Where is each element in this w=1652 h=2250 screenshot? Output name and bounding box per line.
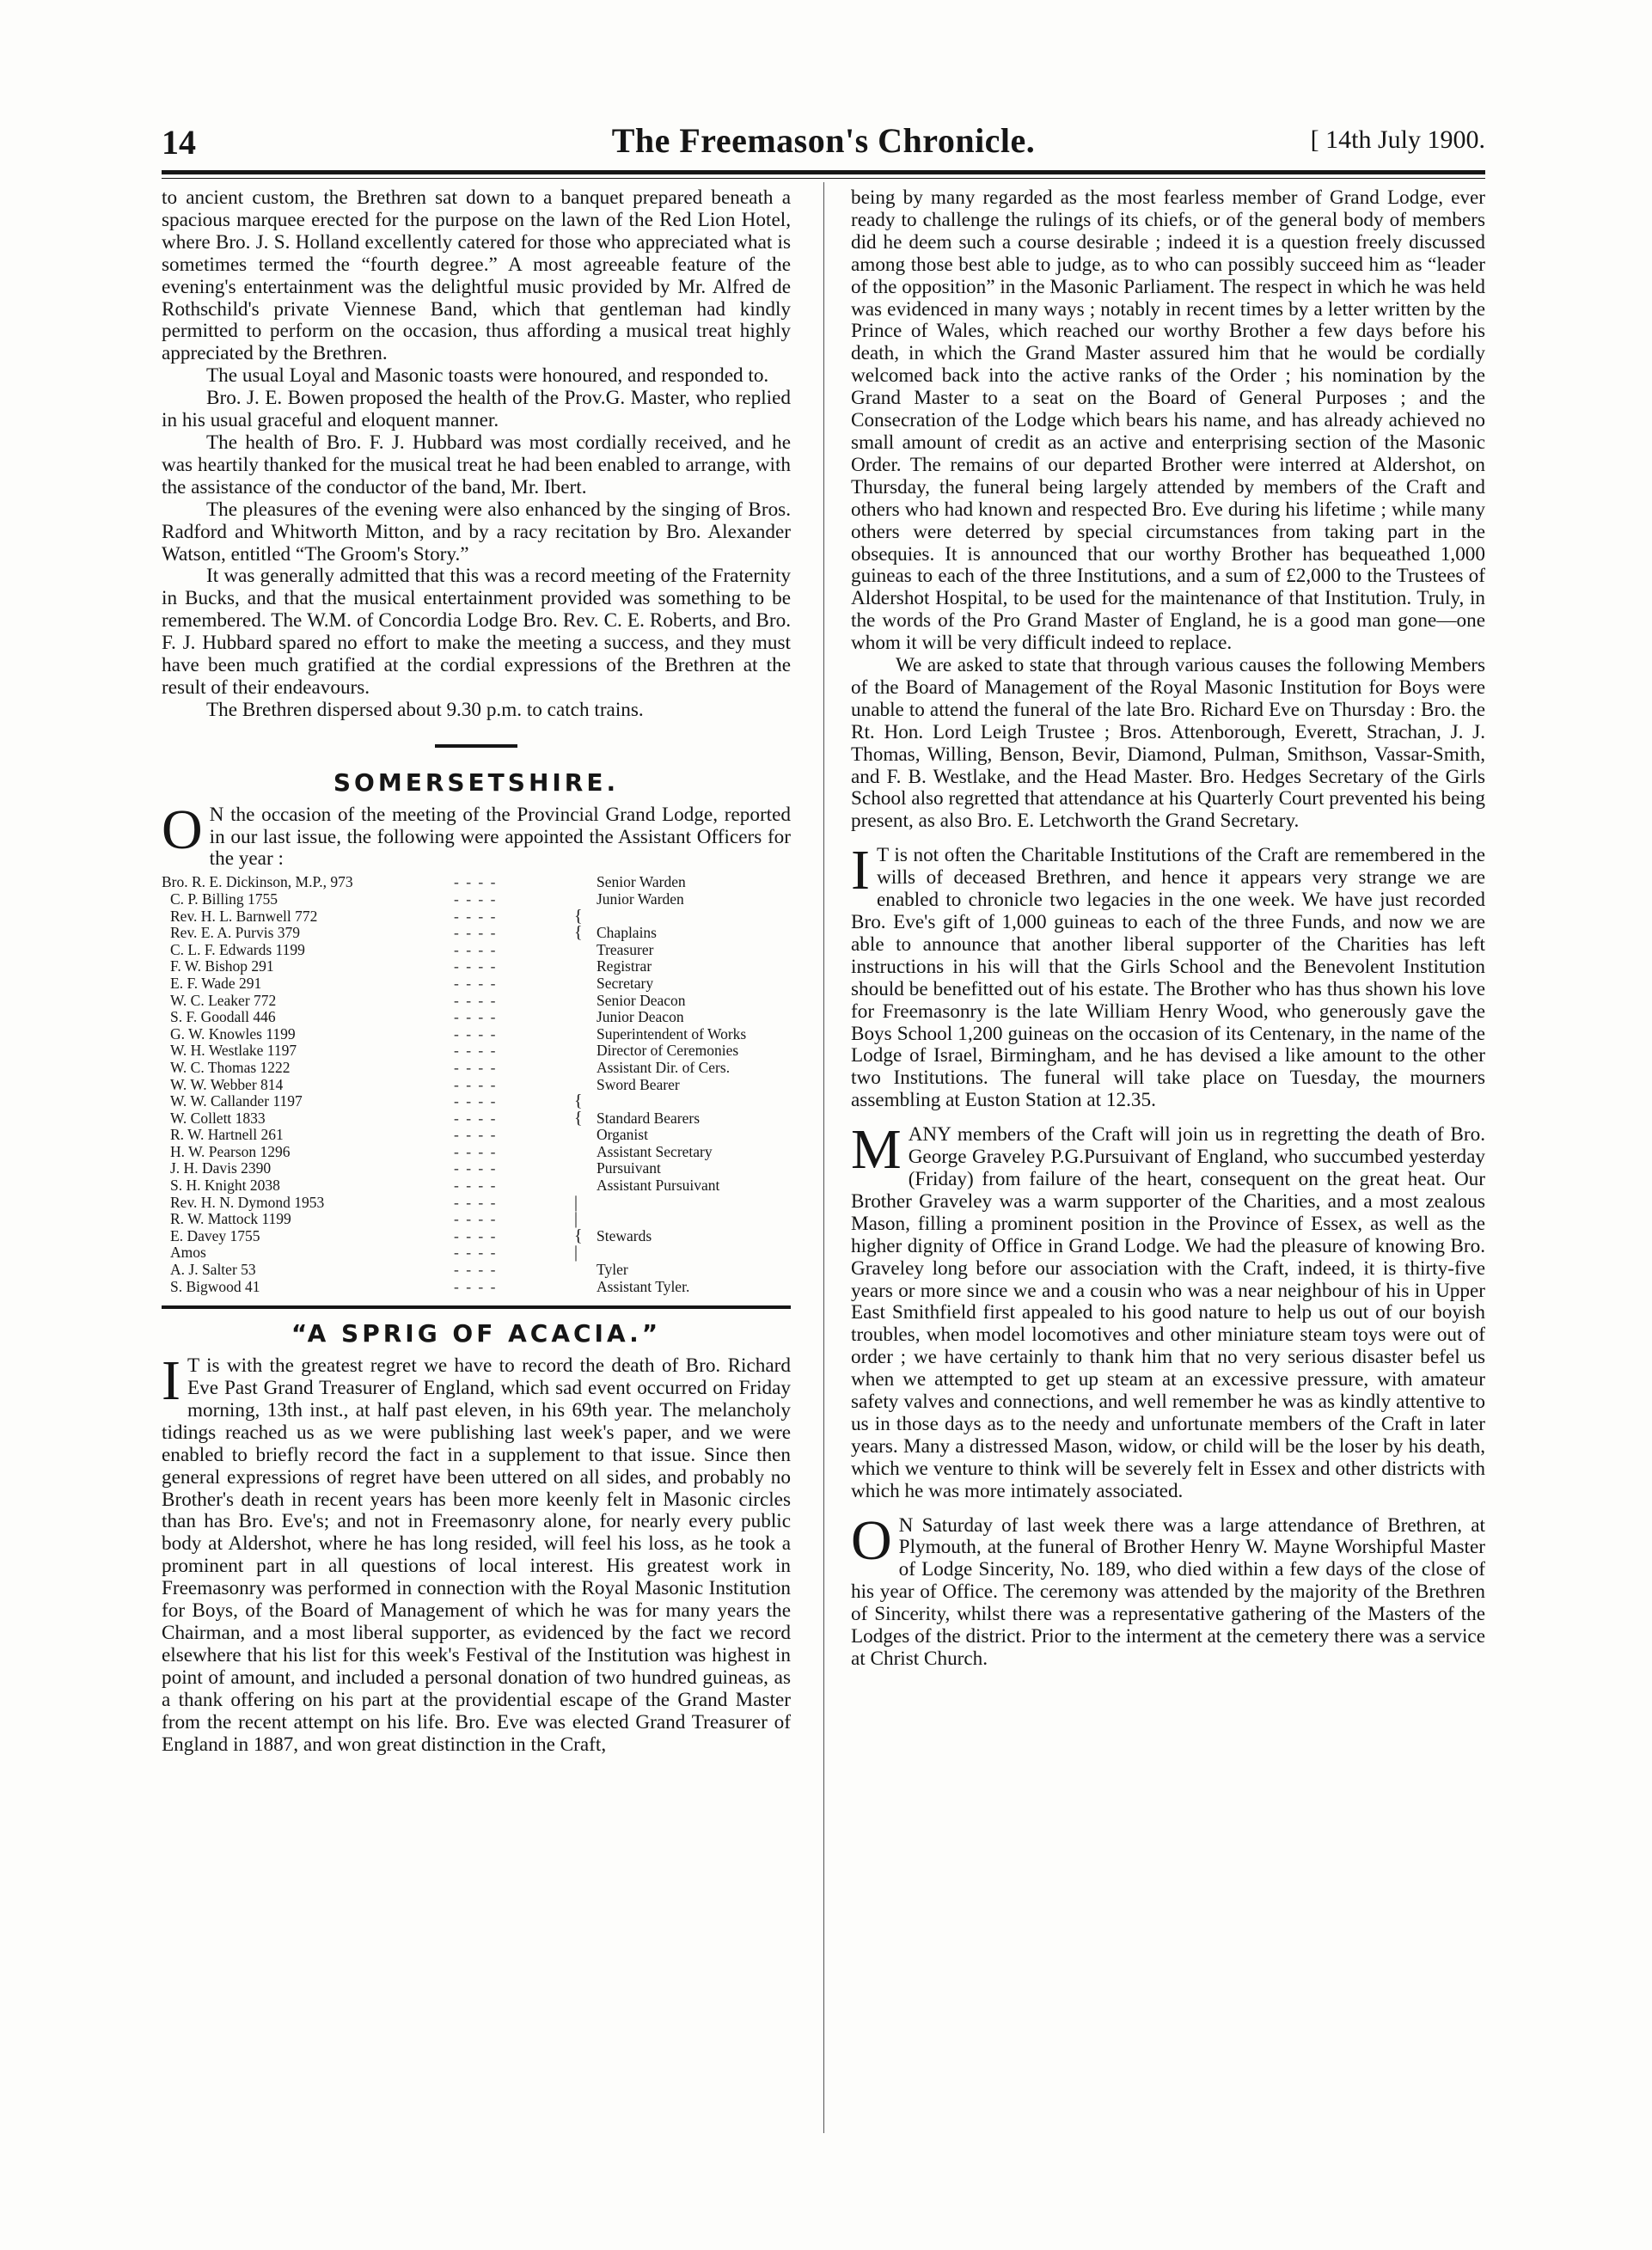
brace-mark: { [574,1226,583,1245]
paragraph-text: N Saturday of last week there was a large attendance of Brethren, at Plymouth, at the funeral of Brother Henry W. Mayne Worshipful Master of Lodge Sincerity, No. 189, who died within a few days of the close of his year of Office. The ceremony was attended by the majority of the Brethren of Sincerity, whilst there was a representative gathering of the Masters of the Lodges of the district. Prior to the interment at the cemetery there was a service at Christ Church. [851,1513,1485,1670]
brace-mark: | [574,1209,578,1229]
leader-dots: - - - - [454,957,498,975]
drop-cap: I [162,1349,180,1413]
officer-office: Superintendent of Works [597,1024,747,1042]
brace-mark [574,891,593,908]
acacia-article-text: T is with the greatest regret we have to record the death of Bro. Richard Eve Past Grand Treasurer of England, which sad event occurred on Friday morning, 13th inst., at half past eleven, in his 69th year. The melancholy tidings reached us as we were publishing last week's paper, and we were enabled to briefly record the fact in a supplement to that issue. Since then general expressions of regret have been uttered on all sides, and probably no Brother's death in recent years has been more keenly felt in Masonic circles than has Bro. Eve's; and not in Freemasonry alone, for nearly every public body at Aldershot, where he has long resided, will feel his loss, as he took a prominent part in all questions of local interest. His greatest work in Freemasonry was performed in connection with the Royal Masonic Institution for Boys, of the Board of Management of which he was for many years the Chairman, and a most liberal supporter, as evidenced by the fact we record elsewhere that his list for this week's Festival of the Institution was highest in point of amount, and included a personal donation of two hundred guineas, as a thank offering on his part at the providential escape of the Grand Master from the recent attempt on his life. Bro. Eve was elected Grand Treasurer of England in 1887, and won great distinction in the Craft, [162,1354,791,1756]
newspaper-title: The Freemason's Chronicle. [611,121,1036,160]
officer-name: E. Davey 1755 [170,1226,260,1244]
officer-row [162,1077,791,1094]
brace-mark [574,1279,593,1296]
brace-mark [574,1262,593,1279]
brace-mark [574,1144,593,1161]
paragraph: The health of Bro. F. J. Hubbard was most cordially received, and he was heartily thanked for the musical treat he had been enabled to arrange, with the assistance of the conductor of the band, Mr. Ibert. [162,431,791,498]
leader-dots: - - - - [454,873,498,891]
column-divider [823,182,824,2133]
leader-dots: - - - - [454,1092,498,1110]
officer-name: W. W. Callander 1197 [170,1092,303,1110]
officer-row [162,975,791,993]
officer-office: Chaplains [597,924,657,942]
drop-cap: I [851,839,870,902]
officer-office: Assistant Pursuivant [597,1177,720,1195]
right-column [851,187,1485,1671]
somerset-intro [162,798,791,871]
officer-office: Standard Bearers [597,1109,701,1127]
officer-row [162,1279,791,1296]
officer-name: C. P. Billing 1755 [170,890,278,908]
leader-dots: - - - - [454,1058,498,1076]
paragraph: We are asked to state that through various causes the following Members of the Board of Management of the Royal Masonic Institution for Boys were unable to attend the funeral of the late Bro. Richard Eve on Thursday : Bro. the Rt. Hon. Lord Leigh Trustee ; Bros. Attenborough, Everett, Strachan, J. J. Thomas, Willing, Benson, Bevir, Diamond, Pulman, Smithson, Vassar-Smith, and F. B. Westlake, and the Head Master. Bro. Hedges Secretary of the Girls School also regretted that attendance at his Quarterly Court prevented his being present, as also Bro. E. Letchworth the Grand Secretary. [851,654,1485,833]
officer-name: S. Bigwood 41 [170,1277,260,1295]
leader-dots: - - - - [454,940,498,958]
leader-dots: - - - - [454,1244,498,1262]
officer-name: W. C. Leaker 772 [170,991,277,1009]
paragraph: Bro. J. E. Bowen proposed the health of the Prov.G. Master, who replied in his usual graceful and eloquent manner. [162,387,791,432]
leader-dots: - - - - [454,1109,498,1127]
officer-row [162,958,791,975]
officer-office: Senior Deacon [597,991,686,1009]
officer-row [162,1026,791,1043]
brace-mark [574,1060,593,1077]
officer-name: J. H. Davis 2390 [170,1159,272,1177]
paragraph: The usual Loyal and Masonic toasts were honoured, and responded to. [206,364,769,388]
officer-name: W. Collett 1833 [170,1109,266,1127]
officer-name: R. W. Hartnell 261 [170,1126,284,1144]
paragraph: The pleasures of the evening were also enhanced by the singing of Bros. Radford and Whitworth Mitton, and by a racy recitation by Bro. Alexander Watson, entitled “The Groom's Story.” [162,498,791,566]
paragraph-text: ANY members of the Craft will join us in regretting the death of Bro. George Graveley P.G.Pursuivant of England, who succumbed yesterday (Friday) from failure of the heart, consequent on the great heat. Our Brother Graveley was a warm supporter of the Charities, and a most zealous Mason, filling a prominent position in the Province of Essex, as well as the higher dignity of Office in Grand Lodge. We had the pleasure of knowing Bro. Graveley long before our association with the Craft, indeed, it is thirty-five years or more since we and a cousin who was a near neighbour of his in Upper East Smithfield first appealed to his good nature to help us out of our boyish troubles, when model locomotives and other miniature steam toys were out of order ; we have certainly to thank him that no very serious disaster befel us when we attempted to get up steam at an excessive pressure, with amateur safety valves and connections, and well remember he was as kindly attentive to us in those days as to the needy and unfortunate members of the Craft in later years. Many a distressed Mason, widow, or child will be the loser by his death, which we venture to think will be severely felt in Essex and other districts with which he was more intimately associated. [851,1123,1485,1502]
leader-dots: - - - - [454,1226,498,1244]
leader-dots: - - - - [454,974,498,992]
brace-mark: { [574,1091,583,1111]
leader-dots: - - - - [454,1075,498,1093]
paragraph: being by many regarded as the most fearless member of Grand Lodge, ever ready to challenge the rulings of its chiefs, or of the general body of members did he deem such a course desirable ; indeed it is a question freely discussed among those best able to judge, as to who can possibly succeed him as “leader of the opposition” in the Masonic Parliament. The respect in which he was held was evidenced in many ways ; notably in recent times by a letter written by the Prince of Wales, which reached our worthy Brother a few days before his death, in which the Grand Master assured him that he would be cordially welcomed back into the active ranks of the Order ; his nomination by the Grand Master to a seat on the Board of General Purposes ; and the Consecration of the Lodge which bears his name, and has already achieved no small amount of credit as an active and enterprising section of the Masonic Order. The remains of our departed Brother were interred at Aldershot, on Thursday, the funeral being largely attended by members of the Craft and others who had known and respected Bro. Eve during his lifetime ; while many others were deterred by special circumstances from taking part in the obsequies. It is announced that our worthy Brother has bequeathed 1,000 guineas to each of the three Institutions, and a sum of £2,000 to the Trustees of Aldershot Hospital, to be used for the maintenance of that Institution. Truly, in the words of the Pro Grand Master of England, he is a good man gone—one whom it will be very difficult indeed to replace. [851,186,1485,655]
page-number: 14 [162,123,196,162]
leader-dots: - - - - [454,1277,498,1295]
officer-row [162,1093,791,1110]
officer-name: S. H. Knight 2038 [170,1177,280,1195]
officer-office: Pursuivant [597,1159,661,1177]
issue-date: [ 14th July 1900. [1310,125,1485,154]
officer-row [162,1228,791,1245]
brace-mark [574,1127,593,1144]
officer-name: Amos [170,1244,206,1262]
officer-office: Assistant Tyler. [597,1277,690,1295]
officer-office: Assistant Secretary [597,1142,713,1160]
officer-name: Rev. H. L. Barnwell 772 [170,907,318,925]
officer-row [162,942,791,959]
brace-mark: { [574,1108,583,1128]
officer-office [593,1195,791,1212]
brace-mark [574,1026,593,1043]
officer-row [162,1127,791,1144]
officer-row [162,1195,791,1212]
leader-dots: - - - - [454,1142,498,1160]
paragraph: The Brethren dispersed about 9.30 p.m. to catch trains. [206,698,644,721]
officer-row [162,1160,791,1177]
brace-mark [574,1009,593,1026]
brace-mark: { [574,923,583,943]
officer-name: R. W. Mattock 1199 [170,1210,291,1228]
officer-row [162,993,791,1010]
header-rule [162,170,1485,174]
officer-name: H. W. Pearson 1296 [170,1142,291,1160]
officer-name: G. W. Knowles 1199 [170,1024,296,1042]
officer-office: Senior Warden [597,873,686,891]
leader-dots: - - - - [454,1193,498,1211]
section-heading-somersetshire: SOMERSETSHIRE. [333,767,620,797]
section-heading-acacia: “A SPRIG OF ACACIA.” [291,1319,662,1348]
leader-dots: - - - - [454,1042,498,1060]
somerset-intro-text: N the occasion of the meeting of the Provincial Grand Lodge, reported in our last issue, the following were appointed the Assistant Officers for the year : [209,803,791,871]
brace-mark: | [574,1192,578,1212]
officer-row [162,1262,791,1279]
header-rule-thin [162,178,1485,179]
brace-mark [574,993,593,1010]
officer-row [162,1009,791,1026]
leader-dots: - - - - [454,1177,498,1195]
paragraph: to ancient custom, the Brethren sat down to a banquet prepared beneath a spacious marquee erected for the purpose on the lawn of the Red Lion Hotel, where Bro. J. S. Holland excellently catered for those who appreciated what is sometimes termed the “fourth degree.” A most agreeable feature of the evening's entertainment was the delightful music provided by Mr. Alfred de Rothschild's private Viennese Band, which that gentleman had kindly permitted to perform on the occasion, thus affording a musical treat highly appreciated by the Brethren. [162,186,791,365]
paragraph-text: T is not often the Charitable Institutions of the Craft are remembered in the wills of deceased Brethren, and hence it appears very strange we are enabled to chronicle two legacies in the one week. We have just recorded Bro. Eve's gift of 1,000 guineas to each of the three Funds, and now we are able to announce that another liberal supporter of the Charities has left instructions in his will that the Girls School and the Benevolent Institution should be benefitted out of his estate. The Brother who has thus shown his love for Freemasonry is the late William Henry Wood, who generously gave the Boys School 1,200 guineas on the occasion of its Centenary, in the name of the Lodge of Israel, Birmingham, and he has devised a like amount to the other two Institutions. The funeral will take place on Tuesday, the mourners assembling at Euston Station at 12.35. [851,844,1485,1112]
officer-row [162,1177,791,1195]
officer-office: Director of Ceremonies [597,1042,739,1060]
brace-mark [574,1160,593,1177]
leader-dots: - - - - [454,907,498,925]
brace-mark [574,975,593,993]
brace-mark: { [574,906,583,926]
officer-office [593,1093,791,1110]
leader-dots: - - - - [454,1024,498,1042]
officer-name: E. F. Wade 291 [170,974,262,992]
leader-dots: - - - - [454,1159,498,1177]
officer-name: Rev. E. A. Purvis 379 [170,924,301,942]
officer-office: Assistant Dir. of Cers. [597,1058,731,1076]
officer-row [162,874,791,891]
paragraph [851,1118,1485,1502]
brace-mark: | [574,1243,578,1263]
officer-name: Rev. H. N. Dymond 1953 [170,1193,325,1211]
officer-office [593,1244,791,1262]
section-divider [162,1305,791,1309]
officer-row [162,1211,791,1228]
officer-name: W. W. Webber 814 [170,1075,284,1093]
officer-row [162,891,791,908]
officer-office: Stewards [597,1226,652,1244]
brace-mark [574,1042,593,1060]
leader-dots: - - - - [454,991,498,1009]
acacia-article [162,1349,791,1756]
officer-row [162,1060,791,1077]
officer-office: Junior Warden [597,890,684,908]
officer-name: S. F. Goodall 446 [170,1008,276,1026]
brace-mark [574,942,593,959]
officer-name: F. W. Bishop 291 [170,957,274,975]
leader-dots: - - - - [454,1008,498,1026]
officer-office: Secretary [597,974,654,992]
officer-name: C. L. F. Edwards 1199 [170,940,305,958]
officer-office: Registrar [597,957,652,975]
brace-mark [574,874,593,891]
officer-office: Tyler [597,1261,628,1279]
paragraph [851,839,1485,1112]
officer-office: Junior Deacon [597,1008,684,1026]
officer-name: Bro. R. E. Dickinson, M.P., 973 [162,873,353,891]
officer-office: Organist [597,1126,648,1144]
officer-office: Treasurer [597,940,654,958]
officer-name: W. H. Westlake 1197 [170,1042,297,1060]
officer-office [593,1211,791,1228]
leader-dots: - - - - [454,1126,498,1144]
leader-dots: - - - - [454,1261,498,1279]
officer-row [162,1042,791,1060]
leader-dots: - - - - [454,1210,498,1228]
left-column [162,187,791,1756]
officer-row [162,908,791,926]
officer-office: Sword Bearer [597,1075,680,1093]
paragraph: It was generally admitted that this was a record meeting of the Fraternity in Bucks, and that the musical entertainment provided was something to be remembered. The W.M. of Concordia Lodge Bro. Rev. C. E. Roberts, and Bro. F. J. Hubbard spared no effort to make the meeting a success, and they must have been much gratified at the cordial expressions of the Brethren at the result of their endeavours. [162,565,791,699]
officer-name: A. J. Salter 53 [170,1261,256,1279]
officer-row [162,1110,791,1128]
drop-cap: O [851,1508,892,1572]
officer-row [162,925,791,942]
officer-office [593,908,791,926]
officer-row [162,1244,791,1262]
officer-name: W. C. Thomas 1222 [170,1058,291,1076]
brace-mark [574,958,593,975]
officers-list [162,874,791,1295]
drop-cap: O [162,798,203,861]
drop-cap: M [851,1118,902,1182]
leader-dots: - - - - [454,890,498,908]
paragraph [851,1508,1485,1671]
leader-dots: - - - - [454,924,498,942]
brace-mark [574,1177,593,1195]
officer-row [162,1144,791,1161]
section-divider [435,744,517,748]
page-header [162,120,1485,172]
